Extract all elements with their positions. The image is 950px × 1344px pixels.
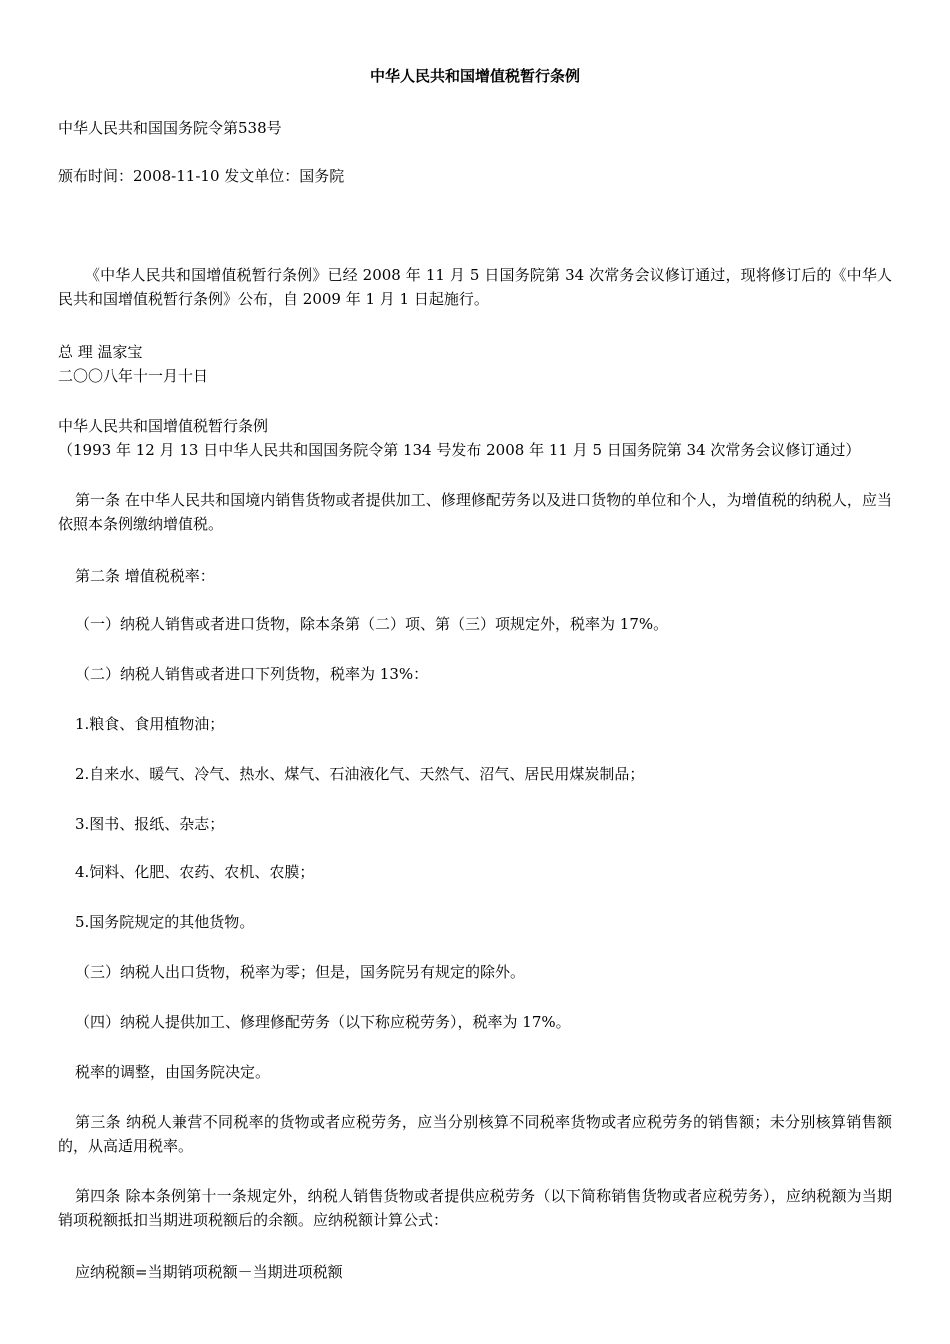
- article-2-heading: 第二条 增值税税率：: [75, 567, 215, 585]
- goods-item-1: 1.粮食、食用植物油；: [75, 715, 225, 733]
- goods-item-4: 4.饲料、化肥、农药、农机、农膜；: [75, 863, 315, 881]
- decree-number: 中华人民共和国国务院令第538号: [58, 119, 282, 137]
- article-2-item-2: （二）纳税人销售或者进口下列货物，税率为 13%：: [75, 665, 429, 683]
- article-1: 第一条 在中华人民共和国境内销售货物或者提供加工、修理修配劳务以及进口货物的单位和个人，为增值税的纳税人，应当依照本条例缴纳增值税。: [58, 491, 892, 533]
- article-2-item-1: （一）纳税人销售或者进口货物，除本条第（二）项、第（三）项规定外，税率为 17%。: [75, 615, 669, 633]
- regulation-title: 中华人民共和国增值税暂行条例: [58, 417, 269, 435]
- goods-item-3: 3.图书、报纸、杂志；: [75, 815, 225, 833]
- article-2-item-3: （三）纳税人出口货物，税率为零；但是，国务院另有规定的除外。: [75, 963, 526, 981]
- document-title: 中华人民共和国增值税暂行条例: [369, 67, 580, 85]
- publish-info: 颁布时间：2008-11-10 发文单位：国务院: [58, 167, 345, 185]
- article-2-item-4: （四）纳税人提供加工、修理修配劳务（以下称应税劳务），税率为 17%。: [75, 1013, 571, 1031]
- regulation-history: （1993 年 12 月 13 日中华人民共和国国务院令第 134 号发布 2008 年 11 月 5 日国务院第 34 次常务会议修订通过）: [58, 441, 861, 459]
- article-4: 第四条 除本条例第十一条规定外，纳税人销售货物或者提供应税劳务（以下简称销售货物或者应税劳务），应纳税额为当期销项税额抵扣当期进项税额后的余额。应纳税额计算公式：: [58, 1187, 892, 1229]
- article-3: 第三条 纳税人兼营不同税率的货物或者应税劳务，应当分别核算不同税率货物或者应税劳务的销售额；未分别核算销售额的，从高适用税率。: [58, 1113, 892, 1155]
- tax-formula: 应纳税额=当期销项税额－当期进项税额: [75, 1263, 343, 1281]
- goods-item-5: 5.国务院规定的其他货物。: [75, 913, 255, 931]
- goods-item-2: 2.自来水、暖气、冷气、热水、煤气、石油液化气、天然气、沼气、居民用煤炭制品；: [75, 765, 645, 783]
- sign-date: 二〇〇八年十一月十日: [58, 367, 209, 385]
- rate-adjustment: 税率的调整，由国务院决定。: [75, 1063, 271, 1081]
- preamble-paragraph: 《中华人民共和国增值税暂行条例》已经 2008 年 11 月 5 日国务院第 34 次常务会议修订通过，现将修订后的《中华人民共和国增值税暂行条例》公布，自 2009 年 1 月 1 日起施行。: [58, 266, 892, 308]
- signatory: 总 理 温家宝: [58, 343, 143, 361]
